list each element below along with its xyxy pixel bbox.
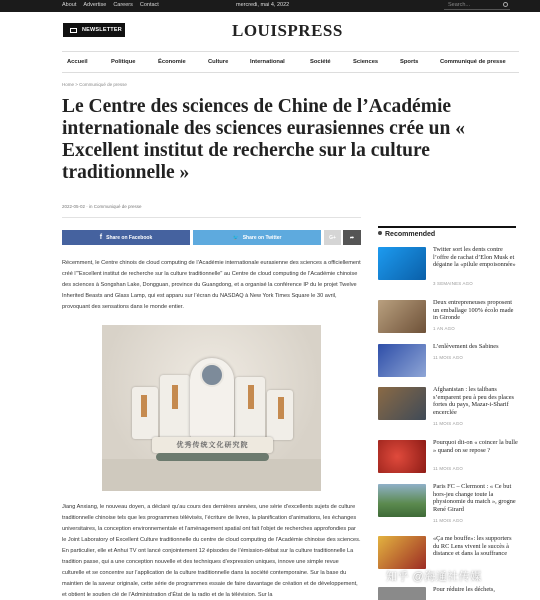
thumbnail[interactable]: [378, 440, 426, 473]
top-link-about[interactable]: About: [62, 2, 77, 8]
nav-item-accueil[interactable]: Accueil: [67, 59, 88, 65]
recommended-age: 11 MOIS AGO: [433, 355, 463, 360]
newsletter-label: NEWSLETTER: [82, 27, 122, 33]
recommended-age: 11 MOIS AGO: [433, 466, 463, 471]
top-link-contact[interactable]: Contact: [139, 2, 159, 8]
nav-item-sciences[interactable]: Sciences: [353, 59, 379, 65]
article-title: Le Centre des sciences de Chine de l’Académie internationale des sciences eurasiennes crée un « Excellent institut de recherche sur la culture traditionnelle »: [62, 96, 465, 183]
top-bar: [0, 0, 540, 12]
recommended-headline[interactable]: Pourquoi dit-on « coincer la bulle » quand on se repose ?: [433, 439, 518, 454]
thumbnail[interactable]: [378, 387, 426, 420]
top-links: [62, 2, 159, 8]
share-google-button[interactable]: [324, 230, 341, 245]
share-twitter-button[interactable]: [193, 230, 321, 245]
nav-item-societe[interactable]: Société: [310, 59, 331, 65]
thumbnail[interactable]: [378, 484, 426, 517]
recommended-headline[interactable]: L’enlèvement des Sabines: [433, 343, 499, 350]
recommended-item[interactable]: [378, 344, 518, 386]
nav-item-economie[interactable]: Économie: [158, 59, 186, 65]
recommended-age: 1 AN AGO: [433, 326, 455, 331]
top-link-careers[interactable]: Careers: [113, 2, 133, 8]
share-facebook-label: Share on Facebook: [106, 234, 153, 241]
search-input[interactable]: [444, 1, 510, 10]
recommended-headline[interactable]: Afghanistan : les talibans s’emparent peu à peu des places fortes du pays, Mazar-i-Sharif encerclée: [433, 386, 514, 416]
thumbnail[interactable]: [378, 587, 426, 600]
recommended-headline[interactable]: Deux entrepreneuses proposent un emballage 100% écolo made in Gironde: [433, 299, 514, 322]
institute-sign: 优秀传统文化研究院: [152, 437, 273, 453]
top-link-advertise[interactable]: Advertise: [83, 2, 107, 8]
recommended-item[interactable]: [378, 300, 518, 342]
current-date: mercredi, mai 4, 2022: [236, 2, 290, 8]
twitter-icon: 🐦: [232, 234, 239, 241]
emblem-logo: [200, 363, 224, 387]
google-plus-icon: G+: [329, 234, 336, 241]
main-nav: [62, 51, 519, 73]
share-arrow-icon: ➦: [349, 234, 355, 241]
envelope-icon: [70, 28, 77, 33]
share-facebook-button[interactable]: [62, 230, 190, 245]
share-more-button[interactable]: [343, 230, 361, 245]
nav-item-culture[interactable]: Culture: [208, 59, 229, 65]
nav-item-politique[interactable]: Politique: [111, 59, 136, 65]
article-paragraph-2: Jiang Anxiang, le nouveau doyen, a déclaré qu’au cours des dernières années, une série d’excellents sujets de culture traditionnelle chinoise tels que les programmes télévisés, l’écriture de livres, la planification d’animations, les échanges universitaires, la conception environnementale et l’aménagement spatial ont fait l’objet de recherches approfondies par le Joint Laboratory of Excellent Culture traditionnelle du centre de cloud computing de l’Académie chinoise des sciences. En particulier, elle et Anhui TV ont lancé conjointement 12 épisodes de l’émission-débat sur la culture traditionnelle La tradition passe, qui a une conception nouvelle et des techniques d’expression uniques, innove une simple revue culturelle et se concentre sur l’application de la culture traditionnelle dans la société contemporaine. Sur la base du maintien de la saveur originale, cette série de programmes essaie de faire davantage de création et de développement, et obtient le soutien clé de l’Administration d’État de la radio et de la télévision. Sur la: [62, 504, 361, 598]
search-placeholder: Search...: [448, 2, 471, 8]
nav-item-communique[interactable]: Communiqué de presse: [440, 59, 506, 65]
recommended-age: 11 MOIS AGO: [433, 518, 463, 523]
recommended-headline[interactable]: Paris FC – Clermont : « Ce but hors-jeu change toute la physionomie du match », grogne René Girard: [433, 483, 516, 513]
sidebar-title-label: Recommended: [385, 231, 436, 238]
sidebar-rule: [378, 226, 516, 228]
recommended-item[interactable]: [378, 587, 518, 600]
bullet-icon: [378, 231, 382, 235]
site-logo[interactable]: LOUISPRESS: [232, 21, 343, 40]
article-meta: 2022-05-02 · in Communiqué de presse: [62, 204, 142, 209]
sidebar-title: [378, 231, 435, 238]
facebook-icon: f: [99, 234, 103, 241]
recommended-headline[interactable]: «Ça me bouffe»: les supporters du RC Lens vivent le succès à distance et dans la souffrance: [433, 535, 512, 558]
article-photo: [102, 325, 321, 491]
display-base: [156, 453, 269, 461]
recommended-item[interactable]: [378, 387, 518, 429]
divider: [62, 217, 361, 218]
article-paragraph-1: Récemment, le Centre chinois de cloud computing de l’Académie internationale eurasienne des sciences a officiellement créé l’"Excellent institut de recherche sur la culture traditionnelle" au Centre de cloud computing de l’Académie chinoise des sciences à Songshan Lake, Dongguan, province du Guangdong, et a organisé la conférence IP du le projet Twelve Inherited Beasts and Glass Lamp, qui est apparu sur l’écran du NASDAQ à New York Times Square le 30 avril, provoquant des sensations dans le monde entier.: [62, 260, 361, 310]
nav-item-international[interactable]: International: [250, 59, 285, 65]
nav-item-sports[interactable]: Sports: [400, 59, 419, 65]
thumbnail[interactable]: [378, 300, 426, 333]
thumbnail[interactable]: [378, 344, 426, 377]
recommended-age: 11 MOIS AGO: [433, 421, 463, 426]
recommended-item[interactable]: [378, 484, 518, 526]
newsletter-button[interactable]: [63, 23, 125, 37]
search-icon[interactable]: [503, 2, 508, 7]
recommended-headline[interactable]: Twitter sort les dents contre l’offre de rachat d’Elon Musk et dégaine la «pilule empoisonnée»: [433, 246, 516, 269]
twitter-thumbnail[interactable]: [378, 247, 426, 280]
recommended-headline[interactable]: Pour réduire les déchets,: [433, 586, 495, 593]
share-twitter-label: Share on Twitter: [242, 234, 282, 241]
watermark: 知乎 @海通社传媒: [386, 571, 482, 583]
breadcrumb[interactable]: Home > Communiqué de presse: [62, 82, 127, 87]
recommended-item[interactable]: [378, 440, 518, 482]
recommended-age: 3 SEMAINES AGO: [433, 281, 473, 286]
recommended-item[interactable]: [378, 247, 518, 289]
thumbnail[interactable]: [378, 536, 426, 569]
